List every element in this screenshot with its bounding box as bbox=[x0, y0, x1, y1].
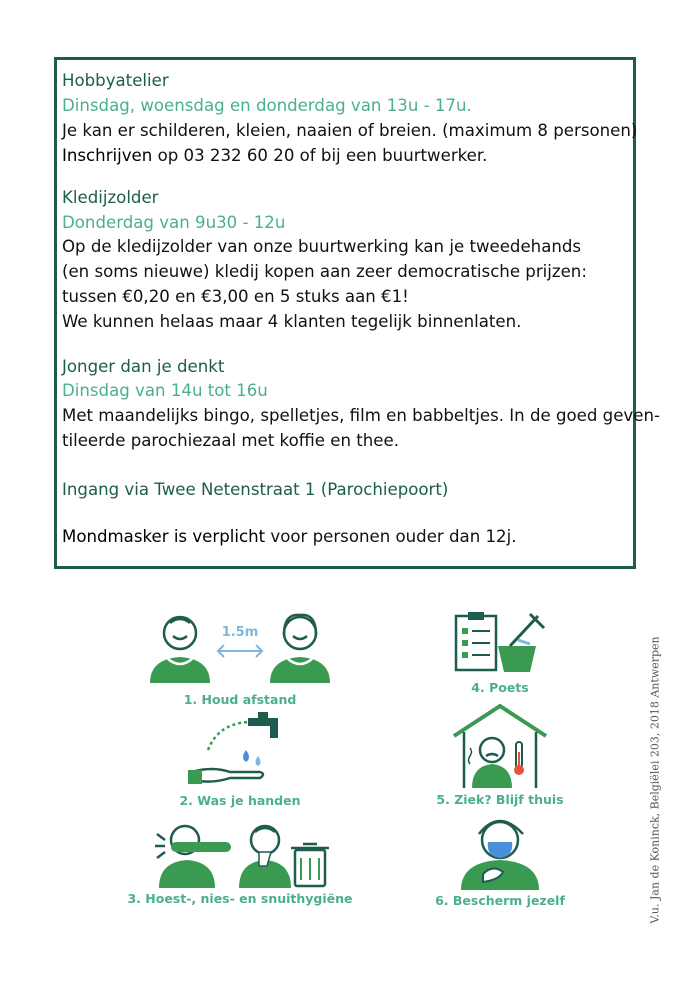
section-schedule-hobbyatelier: Dinsdag, woensdag en donderdag van 13u - 17u. bbox=[62, 96, 472, 115]
mask-rest: voor personen ouder dan 12j. bbox=[265, 527, 517, 546]
section-schedule-jonger: Dinsdag van 14u tot 16u bbox=[62, 381, 268, 400]
distance-icon bbox=[140, 605, 340, 685]
section-text-line: tileerde parochiezaal met koffie en thee. bbox=[62, 431, 399, 450]
mask-strong: Mondmasker is verplicht bbox=[62, 527, 266, 546]
section-schedule-kledijzolder: Donderdag van 9u30 - 12u bbox=[62, 213, 286, 232]
entrance-note: Ingang via Twee Netenstraat 1 (Parochiepoort) bbox=[62, 480, 449, 499]
caption-was-je-handen: 2. Was je handen bbox=[179, 793, 301, 808]
section-text-line: We kunnen helaas maar 4 klanten tegelijk binnenlaten. bbox=[62, 312, 522, 331]
section-title-hobbyatelier: Hobbyatelier bbox=[62, 71, 169, 90]
publisher-text: V.u. Jan de Koninck, Belgiëlei 203, 2018 Antwerpen bbox=[648, 636, 662, 924]
section-text-line: Je kan er schilderen, kleien, naaien of breien. (maximum 8 personen) bbox=[62, 121, 638, 140]
caption-ziek-blijf-thuis: 5. Ziek? Blijf thuis bbox=[436, 792, 564, 807]
distance-label: 1.5m bbox=[221, 625, 259, 640]
section-text-line: (en soms nieuwe) kledij kopen aan zeer democratische prijzen: bbox=[62, 262, 587, 281]
section-title-jonger: Jonger dan je denkt bbox=[62, 357, 225, 376]
signup-strong: Inschrijven bbox=[62, 146, 153, 165]
signup-line bbox=[62, 145, 487, 167]
section-text-line: Met maandelijks bingo, spelletjes, film en babbeltjes. In de goed geven- bbox=[62, 406, 660, 425]
caption-hoest-nies: 3. Hoest-, nies- en snuithygiëne bbox=[127, 891, 353, 906]
signup-rest: op 03 232 60 20 of bij een buurtwerker. bbox=[152, 146, 488, 165]
caption-houd-afstand: 1. Houd afstand bbox=[183, 692, 297, 707]
publisher-note bbox=[640, 620, 670, 940]
sick-home-icon bbox=[450, 702, 550, 790]
section-text-line: Op de kledijzolder van onze buurtwerking kan je tweedehands bbox=[62, 237, 582, 256]
cleaning-icon bbox=[450, 610, 550, 678]
caption-bescherm-jezelf: 6. Bescherm jezelf bbox=[435, 893, 565, 908]
caption-poets: 4. Poets bbox=[471, 680, 529, 695]
mask-icon bbox=[455, 812, 545, 890]
cough-icon bbox=[145, 818, 335, 890]
mask-note bbox=[62, 526, 517, 548]
section-text-line: tussen €0,20 en €3,00 en 5 stuks aan €1! bbox=[62, 287, 409, 306]
handwash-icon bbox=[188, 710, 288, 790]
section-title-kledijzolder: Kledijzolder bbox=[62, 188, 159, 207]
